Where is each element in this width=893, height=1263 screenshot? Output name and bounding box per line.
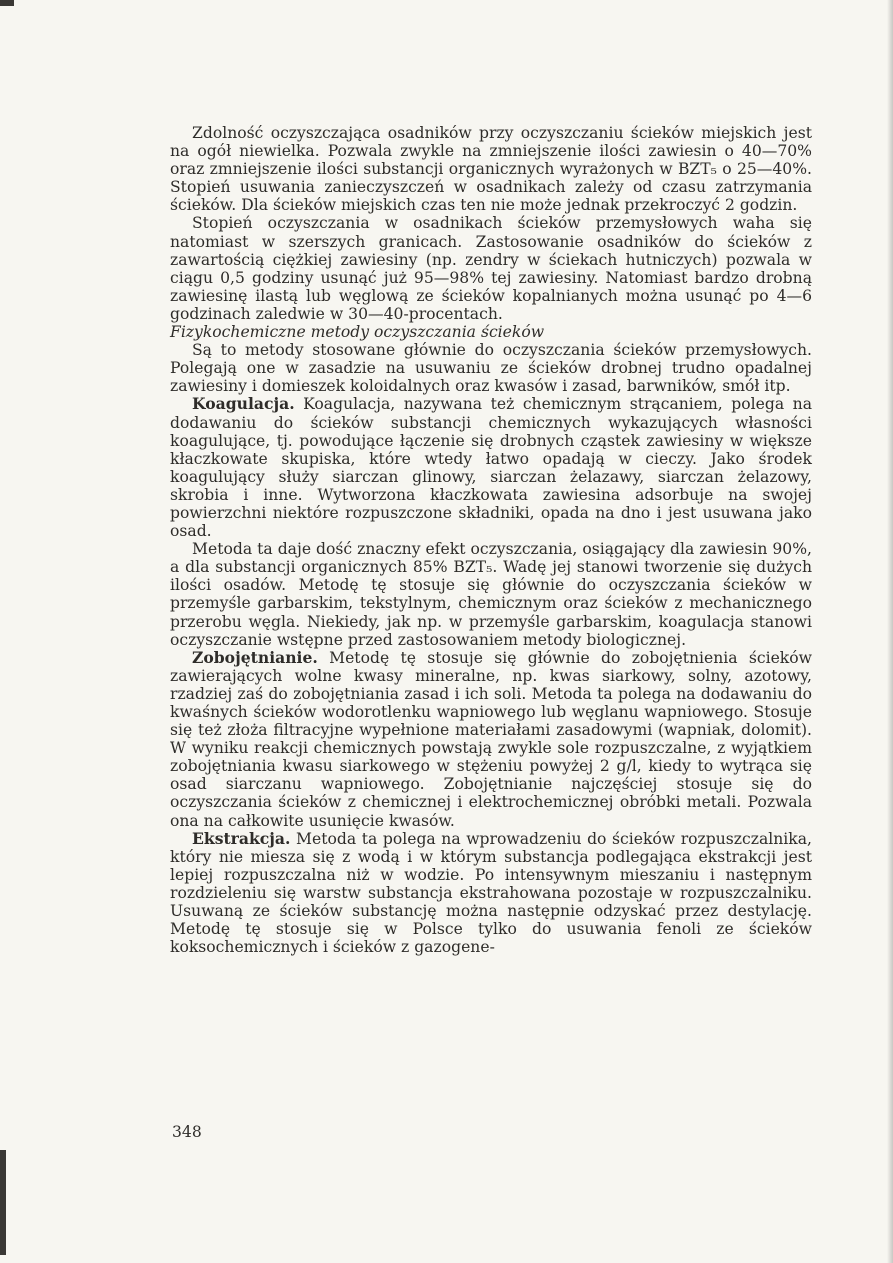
paragraph-koagulacja-cont: Metoda ta daje dość znaczny efekt oczyszczania, osiągający dla zawiesin 90%, a dla substancji organicznych 85% BZT₅. Wadę jej stanowi tworzenie się dużych ilości osadów. Metodę tę stosuje się głównie do oczyszczania ścieków w przemyśle garbarskim, tekstylnym, chemicznym oraz ścieków z mechanicznego przerobu węgla. Niekiedy, jak np. w przemyśle garbarskim, koagulacja stanowi oczyszczanie wstępne przed zastosowaniem metody biologicznej.: [170, 540, 812, 649]
scan-artifact-top: [0, 0, 14, 6]
term-ekstrakcja: Ekstrakcja.: [192, 828, 291, 848]
paragraph-zobojetnianie: [170, 649, 812, 830]
page-number: 348: [172, 1123, 202, 1141]
scan-edge-shadow: [887, 0, 893, 1263]
paragraph-osadniki-miejskie: Zdolność oczyszczająca osadników przy oczyszczaniu ścieków miejskich jest na ogół niewielka. Pozwala zwykle na zmniejszenie ilości zawiesin o 40—70% oraz zmniejszenie ilości substancji organicznych wyrażonych w BZT₅ o 25—40%. Stopień usuwania zanieczyszczeń w osadnikach zależy od czasu zatrzymania ścieków. Dla ścieków miejskich czas ten nie może jednak przekroczyć 2 godzin.: [170, 124, 812, 215]
paragraph-koagulacja: [170, 395, 812, 540]
ekstrakcja-text: Metoda ta polega na wprowadzeniu do ścieków rozpuszczalnika, który nie miesza się z wodą i w którym substancja podlegająca ekstrakcji jest lepiej rozpuszczalna niż w wodzie. Po intensywnym mieszaniu i następnym rozdzieleniu się warstw substancja ekstrahowana pozostaje w rozpuszczalniku. Usuwaną ze ścieków substancję można następnie odzyskać przez destylację. Metodę tę stosuje się w Polsce tylko do usuwania fenoli ze ścieków koksochemicznych i ścieków z gazogene-: [170, 829, 812, 957]
koagulacja-text: Koagulacja, nazywana też chemicznym strącaniem, polega na dodawaniu do ścieków substancji chemicznych wykazujących własności koagulujące, tj. powodujące łączenie się drobnych cząstek zawiesiny w większe kłaczkowate skupiska, które wtedy łatwo opadają w cieczy. Jako środek koagulujący służy siarczan glinowy, siarczan żelazawy, siarczan żelazowy, skrobia i inne. Wytworzona kłaczkowata zawiesina adsorbuje na swojej powierzchni niektóre rozpuszczone składniki, opada na dno i jest usuwana jako osad.: [170, 395, 812, 541]
term-koagulacja: Koagulacja.: [192, 394, 295, 414]
scan-artifact-bottom: [0, 1150, 6, 1255]
paragraph-ekstrakcja: [170, 830, 812, 957]
section-heading: Fizykochemiczne metody oczyszczania ścieków: [170, 323, 545, 342]
paragraph-section-intro: Są to metody stosowane głównie do oczyszczania ścieków przemysłowych. Polegają one w zasadzie na usuwaniu ze ścieków drobnej trudno opadalnej zawiesiny i domieszek koloidalnych oraz kwasów i zasad, barwników, smół itp.: [170, 341, 812, 396]
term-zobojetnianie: Zobojętnianie.: [192, 647, 318, 667]
paragraph-osadniki-przemyslowe: Stopień oczyszczania w osadnikach ścieków przemysłowych waha się natomiast w szerszych granicach. Zastosowanie osadników do ścieków z zawartością ciężkiej zawiesiny (np. zendry w ściekach hutniczych) pozwala w ciągu 0,5 godziny usunąć już 95—98% tej zawiesiny. Natomiast bardzo drobną zawiesinę ilastą lub węglową ze ścieków kopalnianych można usunąć po 4—6 godzinach zaledwie w 30—40-procentach.: [170, 214, 812, 323]
zobojetnianie-text: Metodę tę stosuje się głównie do zobojętnienia ścieków zawierających wolne kwasy mineralne, np. kwas siarkowy, solny, azotowy, rzadziej zaś do zobojętniania zasad i ich soli. Metoda ta polega na dodawaniu do kwaśnych ścieków wodorotlenku wapniowego lub węglanu wapniowego. Stosuje się też złoża filtracyjne wypełnione materiałami zasadowymi (wapniak, dolomit). W wyniku reakcji chemicznych powstają zwykle sole rozpuszczalne, z wyjątkiem zobojętniania kwasu siarkowego w stężeniu powyżej 2 g/l, kiedy to wytrąca się osad siarczanu wapniowego. Zobojętnianie najczęściej stosuje się do oczyszczania ścieków z chemicznej i elektrochemicznej obróbki metali. Pozwala ona na całkowite usunięcie kwasów.: [170, 648, 812, 830]
page-body: [170, 124, 812, 956]
